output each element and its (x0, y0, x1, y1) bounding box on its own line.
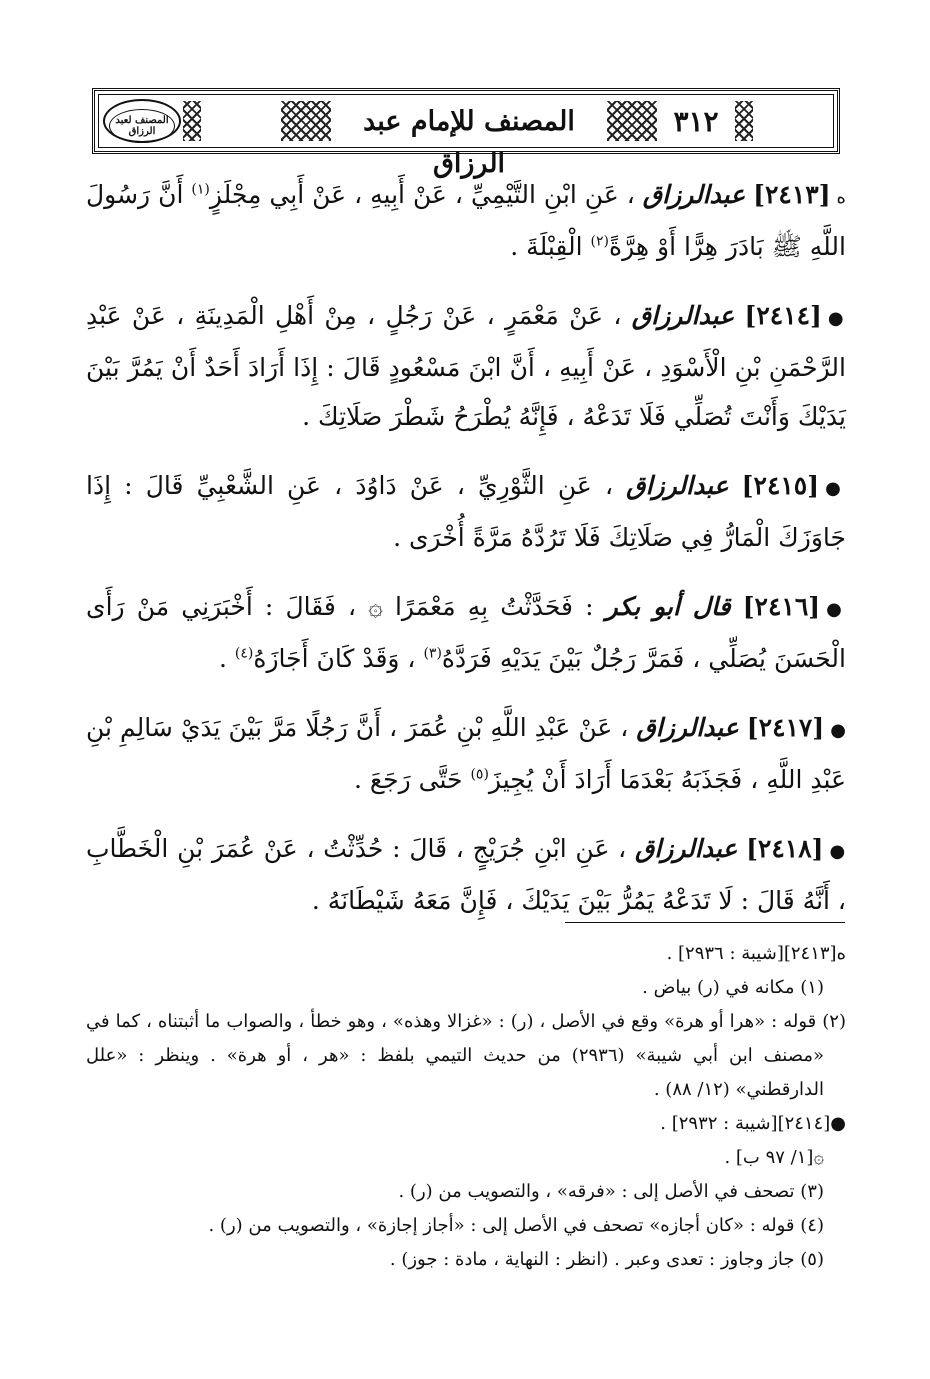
footnote-source-ref: ●[٢٤١٤][شيبة : ٢٩٣٢] . (660, 1113, 846, 1134)
footnote: (١) مكانه في (ر) بياض . (642, 977, 824, 998)
page-header (92, 88, 840, 179)
footnote: (٥) جاز وجاوز : تعدى وعبر . (انظر : النهاية ، مادة : جوز) . (389, 1249, 824, 1270)
footnote-ref[interactable]: (٥) (470, 766, 489, 783)
narrator-name: عبدالرزاق (631, 301, 735, 330)
hadith-number: [٢٤١٥] (741, 471, 820, 500)
narrator-name: عبدالرزاق (636, 713, 739, 742)
hadith-marker: ● (825, 478, 846, 499)
footnote-ref[interactable]: (٢) (590, 233, 610, 250)
hadith-paragraph (86, 291, 846, 441)
hadith-marker: ه (836, 187, 846, 208)
hadith-text: ، عَنْ مَعْمَرٍ ، عَنْ رَجُلٍ ، مِنْ أَهْلِ الْمَدِينَةِ ، عَنْ عَبْدِ الرَّحْمَنِ بْنِ الْأَسْوَدِ ، عَنْ أَبِيهِ ، أَنَّ ابْنَ مَسْعُودٍ قَالَ : إِذَا أَرَادَ أَحَدٌ أَنْ يَمُرَّ بَيْنَ يَدَيْكَ وَأَنْتَ تُصَلِّي فَلَا تَدَعْهُ ، فَإِنَّهُ يُطْرَحُ شَطْرَ صَلَاتِكَ . (86, 301, 846, 431)
hadith-marker: ● (827, 308, 846, 329)
hadith-number: [٢٤١٧] (746, 713, 825, 742)
ornament-pattern (607, 101, 657, 141)
hadith-number: [٢٤١٤] (744, 301, 822, 330)
footnotes (86, 937, 846, 1277)
hadith-paragraph (86, 703, 846, 804)
hadith-marker: ● (826, 599, 846, 620)
narrator-name: عبدالرزاق (642, 180, 746, 209)
footnote-folio-ref: ۞[١/ ٩٧ ب] . (724, 1147, 824, 1168)
hadith-text: ، وَقَدْ كَانَ أَجَازَهُ (253, 644, 424, 673)
hadith-number: [٢٤١٦] (742, 592, 821, 621)
narrator-name: عبدالرزاق (634, 834, 738, 863)
ornament-pattern (735, 101, 753, 141)
narrator-name: قال أبو بكر (605, 592, 731, 621)
footnote-ref[interactable]: (١) (191, 181, 210, 198)
footnote: (٤) قوله : «كان أجازه» تصحف في الأصل إلى : «أجاز إجازة» ، والتصويب من (ر) . (208, 1215, 824, 1236)
footnote-source-ref: ه[٢٤١٣][شيبة : ٢٩٣٦] . (666, 943, 846, 964)
hadith-text: ، عَنِ ابْنِ التَّيْمِيِّ ، عَنْ أَبِيهِ ، عَنْ أَبِي مِجْلَزٍ (209, 180, 635, 209)
main-text (86, 170, 846, 945)
footnote-divider (565, 922, 845, 923)
hadith-paragraph (86, 582, 846, 683)
hadith-paragraph (86, 170, 846, 271)
book-seal-icon (103, 99, 181, 143)
footnote: (٣) تصحف في الأصل إلى : «فرقه» ، والتصويب من (ر) . (398, 1181, 824, 1202)
narrator-name: عبدالرزاق (626, 471, 729, 500)
hadith-text: . (218, 644, 235, 673)
hadith-marker: ● (829, 841, 846, 862)
seal-inner (109, 109, 175, 143)
hadith-text: ، عَنِ ابْنِ جُرَيْجٍ ، قَالَ : حُدِّثْتُ ، عَنْ عُمَرَ بْنِ الْخَطَّابِ ، أَنَّهُ قَالَ : لَا تَدَعْهُ يَمُرُّ بَيْنَ يَدَيْكَ ، فَإِنَّ مَعَهُ شَيْطَانَهُ . (86, 834, 846, 915)
hadith-text: ، عَنِ الثَّوْرِيِّ ، عَنْ دَاوُدَ ، عَنِ الشَّعْبِيِّ قَالَ : إِذَا جَاوَزَكَ الْمَارُّ فِي صَلَاتِكَ فَلَا تَرُدَّهُ مَرَّةً أُخْرَى . (86, 471, 846, 552)
ornament-pattern (281, 101, 331, 141)
hadith-text: حَتَّى رَجَعَ . (353, 765, 471, 794)
hadith-paragraph (86, 461, 846, 562)
hadith-text: أَنَّ رَسُولَ اللَّهِ ﷺ بَادَرَ هِرًّا أَوْ هِرَّةً (86, 180, 846, 261)
hadith-number: [٢٤١٨] (746, 834, 824, 863)
book-title: المصنف للإمام عبد الرزاق (363, 106, 575, 179)
hadith-text: ، عَنْ عَبْدِ اللَّهِ بْنِ عُمَرَ ، أَنَّ رَجُلًا مَرَّ بَيْنَ يَدَيْ سَالِمِ بْنِ عَبْدِ اللَّهِ ، فَجَذَبَهُ بَعْدَمَا أَرَادَ أَنْ يُجِيزَ (86, 713, 846, 794)
hadith-marker: ● (830, 720, 846, 741)
hadith-text: الْقِبْلَةَ . (510, 232, 591, 261)
seal-text: المصنف لعبد الرزاق (115, 115, 169, 137)
ornament-pattern (183, 101, 201, 141)
footnote-ref[interactable]: (٣) (423, 645, 442, 662)
footnote-ref[interactable]: (٤) (234, 645, 254, 662)
hadith-number: [٢٤١٣] (753, 180, 831, 209)
hadith-text: : فَحَدَّثْتُ بِهِ مَعْمَرًا ۞ ، فَقَالَ : أَخْبَرَنِي مَنْ رَأَى الْحَسَنَ يُصَلِّي ، فَمَرَّ رَجُلٌ بَيْنَ يَدَيْهِ فَرَدَّهُ (86, 592, 846, 673)
hadith-paragraph (86, 824, 846, 925)
page-number: ٣١٢ (673, 105, 719, 138)
footnote: (٢) قوله : «هرا أو هرة» وقع في الأصل ، (ر) : «غزالا وهذه» ، وهو خطأ ، والصواب ما أثبتناه ، كما في «مصنف ابن أبي شيبة» (٢٩٣٦) من حديث التيمي بلفظ : «هر ، أو هرة» . وينظر : «علل الدارقطني» (١٢/ ٨٨) . (86, 1011, 846, 1100)
